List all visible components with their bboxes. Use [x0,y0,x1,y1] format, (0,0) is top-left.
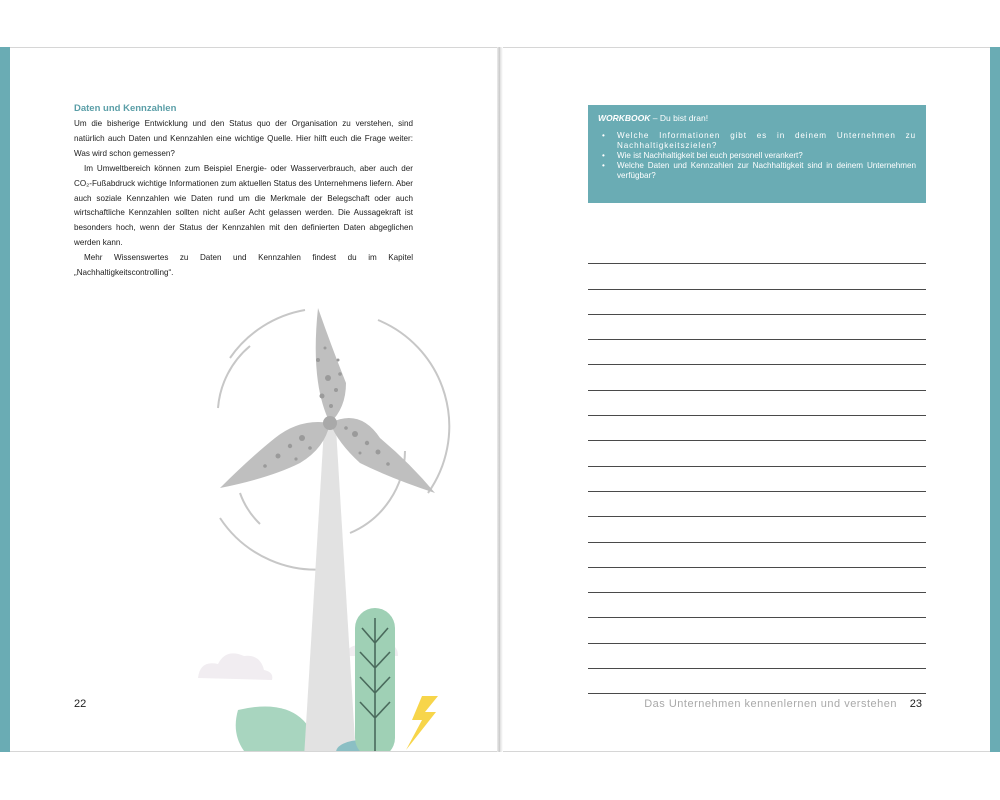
writing-line[interactable] [588,391,926,416]
workbook-label: WORKBOOK [598,113,651,123]
workbook-box [588,105,926,203]
body-text [74,117,413,281]
writing-line[interactable] [588,669,926,694]
lightning-icon [406,696,438,750]
workbook-question: • Wie ist Nachhaltigkeit bei euch personell verankert? [598,151,916,161]
right-page [503,48,990,751]
writing-line[interactable] [588,618,926,643]
writing-lines [588,239,926,694]
workbook-title [598,113,916,123]
workbook-suffix: – Du bist dran! [650,113,709,123]
writing-line[interactable] [588,644,926,669]
writing-line[interactable] [588,239,926,264]
left-page [10,48,497,751]
writing-line[interactable] [588,568,926,593]
left-accent-bar [0,47,10,752]
writing-line[interactable] [588,340,926,365]
page-number-left: 22 [74,698,87,710]
tree-icon [355,608,395,751]
writing-line[interactable] [588,264,926,289]
right-accent-bar [990,47,1000,752]
section-heading: Daten und Kennzahlen [74,103,177,114]
writing-line[interactable] [588,517,926,542]
writing-line[interactable] [588,315,926,340]
paragraph-3: Mehr Wissenswertes zu Daten und Kennzahlen findest du im Kapitel „Nachhaltigkeitscontrolling“. [74,253,413,278]
paragraph-1: Um die bisherige Entwicklung und den Status quo der Organisation zu verstehen, sind natürlich auch Daten und Kennzahlen eine wichtige Quelle. Hier hilft euch die Frage weiter: Was wird schon gemessen? [74,119,413,158]
writing-line[interactable] [588,593,926,618]
workbook-question: • Welche Daten und Kennzahlen zur Nachhaltigkeit sind in deinem Unternehmen verfügbar? [598,161,916,181]
writing-line[interactable] [588,467,926,492]
writing-line[interactable] [588,543,926,568]
page-number-right: 23 [909,698,922,710]
running-footer: Das Unternehmen kennenlernen und verstehen [644,698,897,710]
writing-line[interactable] [588,416,926,441]
workbook-question: • Welche Informationen gibt es in deinem Unternehmen zu Nachhaltigkeitszielen? [598,131,916,151]
writing-line[interactable] [588,365,926,390]
writing-line[interactable] [588,492,926,517]
wind-turbine-illustration [160,288,460,751]
turbine-mast [304,428,356,751]
writing-line[interactable] [588,441,926,466]
paragraph-2: Im Umweltbereich können zum Beispiel Energie- oder Wasserverbrauch, aber auch der CO₂-Fußabdruck wichtige Informationen zum aktuellen Status des Unternehmens liefern. Aber auch soziale Kennzahlen wie Daten rund um die Merkmale der Belegschaft oder auch wirtschaftliche Kennzahlen sollten nicht außer Acht gelassen werden. Die Aussagekraft ist besonders hoch, wenn der Status der Kennzahlen mit den definierten Daten abgeglichen werden kann. [74,163,413,248]
cloud-icon [198,653,272,680]
workbook-questions [598,131,916,181]
writing-line[interactable] [588,290,926,315]
